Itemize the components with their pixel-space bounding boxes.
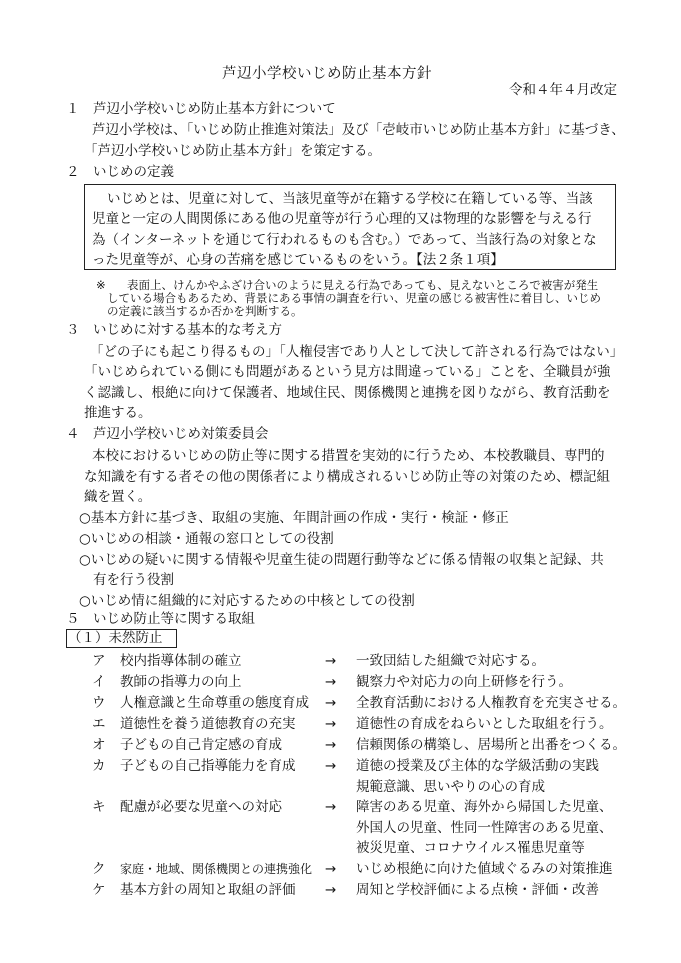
item-label: 校内指導体制の確立: [120, 653, 242, 669]
item-action: 道徳の授業及び主体的な学級活動の実践: [356, 758, 599, 774]
page-title: 芦辺小学校いじめ防止基本方針: [222, 66, 432, 82]
arrow-icon: →: [325, 799, 337, 815]
item-action: 道徳性の育成をねらいとした取組を行う。: [356, 716, 613, 732]
item-label: 配慮が必要な児童への対応: [120, 799, 282, 815]
section-3-heading: ３ いじめに対する基本的な考え方: [66, 322, 282, 338]
note-text: している場合もあるため、背景にある事情の調査を行い、児童の感じる被害性に着目し、いじめ: [107, 291, 602, 305]
arrow-icon: →: [325, 882, 337, 898]
arrow-icon: →: [325, 716, 337, 732]
item-label: 子どもの自己指導能力を育成: [120, 758, 296, 774]
section-4-text: 本校におけるいじめの防止等に関する措置を実効的に行うため、本校教職員、専門的: [92, 448, 605, 464]
section-1-text: 芦辺小学校は、「いじめ防止推進対策法」及び「壱岐市いじめ防止基本方針」に基づき、: [92, 122, 625, 138]
definition-text: いじめとは、児童に対して、当該児童等が在籍する学校に在籍している等、当該: [107, 191, 593, 207]
section-4-heading: ４ 芦辺小学校いじめ対策委員会: [66, 426, 269, 442]
item-action: 一致団結した組織で対応する。: [356, 653, 545, 669]
revision-date: 令和４年４月改定: [509, 82, 617, 98]
item-action: いじめ根絶に向けた値域ぐるみの対策推進: [356, 861, 613, 877]
item-mark: イ: [92, 674, 106, 690]
item-action: 観察力や対応力の向上研修を行う。: [356, 674, 572, 690]
item-action: 外国人の児童、性同一性障害のある児童、: [356, 819, 613, 836]
subheading-prevention: （１）未然防止: [68, 630, 163, 646]
definition-text: 為（インターネットを通じて行われるものも含む。）であって、当該行為の対象とな: [92, 232, 597, 248]
item-mark: ウ: [92, 695, 106, 711]
item-mark: オ: [92, 737, 106, 753]
item-action: 信頼関係の構築し、居場所と出番をつくる。: [356, 737, 626, 753]
role-item: ○いじめ情に組織的に対応するための中核としての役割: [79, 593, 415, 609]
item-label: 教師の指導力の向上: [120, 674, 242, 690]
item-label: 家庭・地域、関係機関との連携強化: [120, 862, 313, 876]
role-item: ○いじめの疑いに関する情報や児童生徒の問題行動等などに係る情報の収集と記録、共: [79, 552, 604, 568]
arrow-icon: →: [325, 674, 337, 690]
item-action: 規範意識、思いやりの心の育成: [356, 778, 545, 795]
section-5-heading: ５ いじめ防止等に関する取組: [66, 611, 255, 627]
item-mark: ア: [92, 653, 106, 669]
section-3-text: く認識し、根絶に向けて保護者、地域住民、関係機関と連携を図りながら、教育活動を: [84, 385, 611, 401]
role-item-cont: 有を行う役割: [93, 572, 174, 588]
section-2-heading: ２ いじめの定義: [66, 164, 174, 180]
note-text: の定義に該当するか否かを判断する。: [107, 304, 303, 318]
arrow-icon: →: [325, 861, 337, 877]
role-item: ○いじめの相談・通報の窓口としての役割: [79, 531, 334, 547]
section-1-text: 「芦辺小学校いじめ防止基本方針」を策定する。: [84, 143, 381, 159]
role-item: ○基本方針に基づき、取組の実施、年間計画の作成・実行・検証・修正: [79, 510, 509, 526]
item-label: 人権意識と生命尊重の態度育成: [120, 695, 309, 711]
arrow-icon: →: [325, 695, 337, 711]
item-mark: エ: [92, 716, 106, 732]
item-action: 障害のある児童、海外から帰国した児童、: [356, 799, 613, 815]
section-1-heading: １ 芦辺小学校いじめ防止基本方針について: [66, 101, 336, 117]
item-mark: ク: [92, 861, 106, 877]
definition-text: 児童と一定の人間関係にある他の児童等が行う心理的又は物理的な影響を与える行: [92, 211, 592, 227]
note-text: 表面上、けんかやふざけ合いのように見える行為であっても、見えないところで被害が発生: [127, 278, 599, 292]
item-action: 全教育活動における人権教育を充実させる。: [356, 695, 626, 711]
section-3-text: 「どの子にも起こり得るもの」「人権侵害であり人として決して許される行為ではない」: [90, 344, 624, 360]
arrow-icon: →: [325, 758, 337, 774]
note-mark: ※: [96, 278, 106, 292]
item-label: 基本方針の周知と取組の評価: [120, 882, 296, 898]
definition-text: った児童等が、心身の苦痛を感じているものをいう。【法２条１項】: [92, 252, 504, 268]
section-3-text: 「いじめられている側にも問題があるという見方は間違っている」ことを、全職員が強: [84, 364, 611, 380]
item-action: 被災児童、コロナウイルス罹患児童等: [356, 840, 585, 856]
item-mark: ケ: [92, 882, 106, 898]
item-mark: キ: [92, 799, 106, 815]
section-4-text: な知識を有する者その他の関係者により構成されるいじめ防止等の対策のため、標記組: [84, 469, 610, 485]
section-4-text: 織を置く。: [84, 489, 152, 505]
item-label: 道徳性を養う道徳教育の充実: [120, 716, 296, 732]
arrow-icon: →: [325, 653, 337, 669]
item-label: 子どもの自己肯定感の育成: [120, 737, 282, 753]
arrow-icon: →: [325, 737, 337, 753]
item-mark: カ: [92, 758, 106, 774]
item-action: 周知と学校評価による点検・評価・改善: [356, 882, 599, 898]
section-3-text: 推進する。: [84, 405, 152, 421]
